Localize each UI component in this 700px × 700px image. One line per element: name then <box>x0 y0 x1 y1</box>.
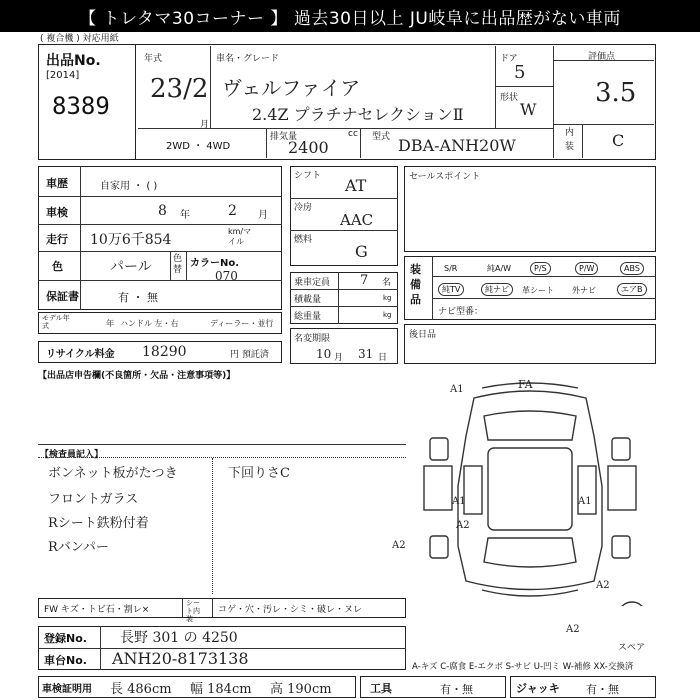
lot-number: 8389 <box>52 92 110 120</box>
reg-label: 登録No. <box>44 632 87 645</box>
term-month-unit: 月 <box>334 353 344 363</box>
model-value: DBA-ANH20W <box>398 136 516 155</box>
equip-alloy-wheel: 純A/W <box>487 264 512 273</box>
mileage-unit: km/マイル <box>228 227 252 246</box>
recycle-unit: 円 預託済 <box>230 350 269 360</box>
interior-label: 内装 <box>565 128 575 152</box>
diagram-mark-right-rear: A2 <box>596 580 610 591</box>
history-label: 車歴 <box>46 177 68 190</box>
tools-label: 工具 <box>370 682 392 695</box>
cert-label: 車検証明用 <box>42 684 92 695</box>
cert-height: 高 190cm <box>270 682 332 697</box>
navi-model-label: ナビ型番： <box>438 307 484 317</box>
capacity-value: 7 <box>360 273 369 288</box>
damage-legend: A-キズ C-腐食 E-エクボ S-サビ U-凹ミ W-補修 XX-交換済 <box>412 662 634 672</box>
fw-row: FW キズ・トビ石・割レ× <box>44 605 150 615</box>
tools-value: 有・無 <box>440 683 473 696</box>
fuel-label: 燃料 <box>294 235 313 245</box>
model-year-unit: 年 <box>106 319 114 328</box>
name-grade-label: 車名・グレード <box>216 54 280 64</box>
cert-length: 長 486cm <box>110 682 172 697</box>
color-value: パール <box>110 259 152 275</box>
fuel-value: G <box>355 242 368 261</box>
handle-label: ハンドル 左・右 <box>120 319 179 328</box>
shift-label: シフト <box>294 171 322 181</box>
model-year-label: モデル年式 <box>42 314 70 330</box>
diagram-mark-rear: A2 <box>566 624 580 635</box>
car-damage-diagram <box>404 376 656 606</box>
mileage-value: 10万6千854 <box>90 232 172 248</box>
recycle-value: 18290 <box>142 344 187 360</box>
inspection-label: 車検 <box>46 206 68 219</box>
shift-value: AT <box>345 176 367 195</box>
doors-value: 5 <box>514 62 526 83</box>
diagram-mark-left-door: A1 <box>452 496 466 507</box>
cert-width: 幅 184cm <box>190 682 252 697</box>
warranty-label: 保証書 <box>46 290 79 303</box>
shape-label: 形状 <box>500 93 519 103</box>
equip-sunroof: S/R <box>444 264 458 273</box>
lot-label: 出品No. <box>46 53 101 69</box>
equip-navi: 純ナビ <box>481 283 513 296</box>
declaration-label: 【出品店申告欄(不良箇所・欠品・注意事項等)】 <box>38 371 236 381</box>
inspector-note-underbody: 下回りさC <box>228 466 290 481</box>
car-name: ヴェルファイア <box>222 76 361 100</box>
after-items-label: 後日品 <box>409 330 437 340</box>
load-unit: kg <box>383 294 392 302</box>
drive-label: 2WD ・ 4WD <box>166 141 231 152</box>
score-label: 評価点 <box>588 52 616 62</box>
term-day-unit: 日 <box>378 353 388 363</box>
model-label: 型式 <box>372 132 391 142</box>
car-grade: 2.4Z プラチナセレクションⅡ <box>252 105 464 124</box>
recycle-label: リサイクル料金 <box>46 349 115 360</box>
equip-aftermarket-navi: 外ナビ <box>572 286 596 295</box>
shape-value: W <box>520 100 537 119</box>
color-no-label: カラーNo. <box>190 258 240 269</box>
inspector-note-3: Rシート鉄粉付着 <box>48 516 149 531</box>
sheet-type-label: ( 複合機 ) 対応用紙 <box>40 34 119 44</box>
year-suffix: 月 <box>200 120 210 130</box>
chassis-value: ANH20-8173138 <box>112 649 249 668</box>
dealer-label: ディーラー・並行 <box>210 319 274 328</box>
banner-title: 【 トレタマ30コーナー 】 過去30日以上 JU岐阜に出品歴がない車両 <box>0 0 700 32</box>
term-day: 31 <box>358 347 374 361</box>
equip-power-steering: P/S <box>530 262 551 275</box>
score-value: 3.5 <box>595 78 637 108</box>
inspector-label: 【検査員記入】 <box>40 450 104 460</box>
sales-point-label: セールスポイント <box>409 172 481 182</box>
capacity-label: 乗車定員 <box>294 278 331 288</box>
equip-tv: 純TV <box>438 283 464 296</box>
inspector-note-1: ボンネット板がたつき <box>48 466 178 481</box>
color-no-value: 070 <box>215 269 238 283</box>
inspection-year: 8 <box>158 203 167 219</box>
doors-label: ドア <box>500 54 518 64</box>
interior-value: C <box>612 131 625 150</box>
equip-leather-seat: 革シート <box>522 286 554 295</box>
reg-value: 長野 301 の 4250 <box>120 630 238 646</box>
inspection-month: 2 <box>228 203 237 219</box>
diagram-mark-right-door: A1 <box>578 496 592 507</box>
displacement-label: 排気量 <box>270 132 298 142</box>
spare-label: スペア <box>618 643 646 653</box>
equip-airbag: エアB <box>617 283 647 296</box>
inspector-note-4: Rバンパー <box>48 540 109 555</box>
chassis-label: 車台No. <box>44 654 87 667</box>
inspection-year-unit: 年 <box>180 210 190 221</box>
mileage-label: 走行 <box>46 233 68 246</box>
diagram-mark-front: FA <box>518 378 533 391</box>
capacity-unit: 名 <box>382 278 392 288</box>
displacement-value: 2400 <box>288 138 329 157</box>
diagram-mark-front-left: A1 <box>450 384 464 395</box>
warranty-value: 有 ・ 無 <box>118 291 158 304</box>
displacement-unit: cc <box>348 129 358 139</box>
year-label: 年式 <box>144 54 163 64</box>
color-change-label: 色替 <box>173 254 183 275</box>
equip-abs: ABS <box>620 262 644 275</box>
term-label: 名変期限 <box>294 334 331 344</box>
diagram-mark-left-rear: A2 <box>456 520 470 531</box>
term-month: 10 <box>316 347 332 361</box>
equipment-label: 装備品 <box>410 263 421 306</box>
color-label: 色 <box>52 260 63 273</box>
inspector-note-2: フロントガラス <box>48 492 139 507</box>
weight-label: 総重量 <box>294 312 322 322</box>
load-label: 積載量 <box>294 295 322 305</box>
year-value: 23/2 <box>150 74 209 104</box>
after-items-box <box>404 324 656 364</box>
seat-row: コゲ・穴・汚レ・シミ・破レ・ヌレ <box>218 605 363 615</box>
inspection-month-unit: 月 <box>258 210 268 221</box>
seat-label: シート内装 <box>186 599 200 623</box>
lot-year-stamp: [2014] <box>46 70 80 81</box>
history-value: 自家用 ・ ( ) <box>100 181 158 192</box>
equip-power-window: P/W <box>575 262 598 275</box>
ac-value: AAC <box>340 211 374 229</box>
diagram-mark-left-outer: A2 <box>392 540 406 551</box>
jack-value: 有・無 <box>586 683 619 696</box>
jack-label: ジャッキ <box>516 682 560 695</box>
ac-label: 冷房 <box>294 203 313 213</box>
weight-unit: kg <box>383 311 392 319</box>
